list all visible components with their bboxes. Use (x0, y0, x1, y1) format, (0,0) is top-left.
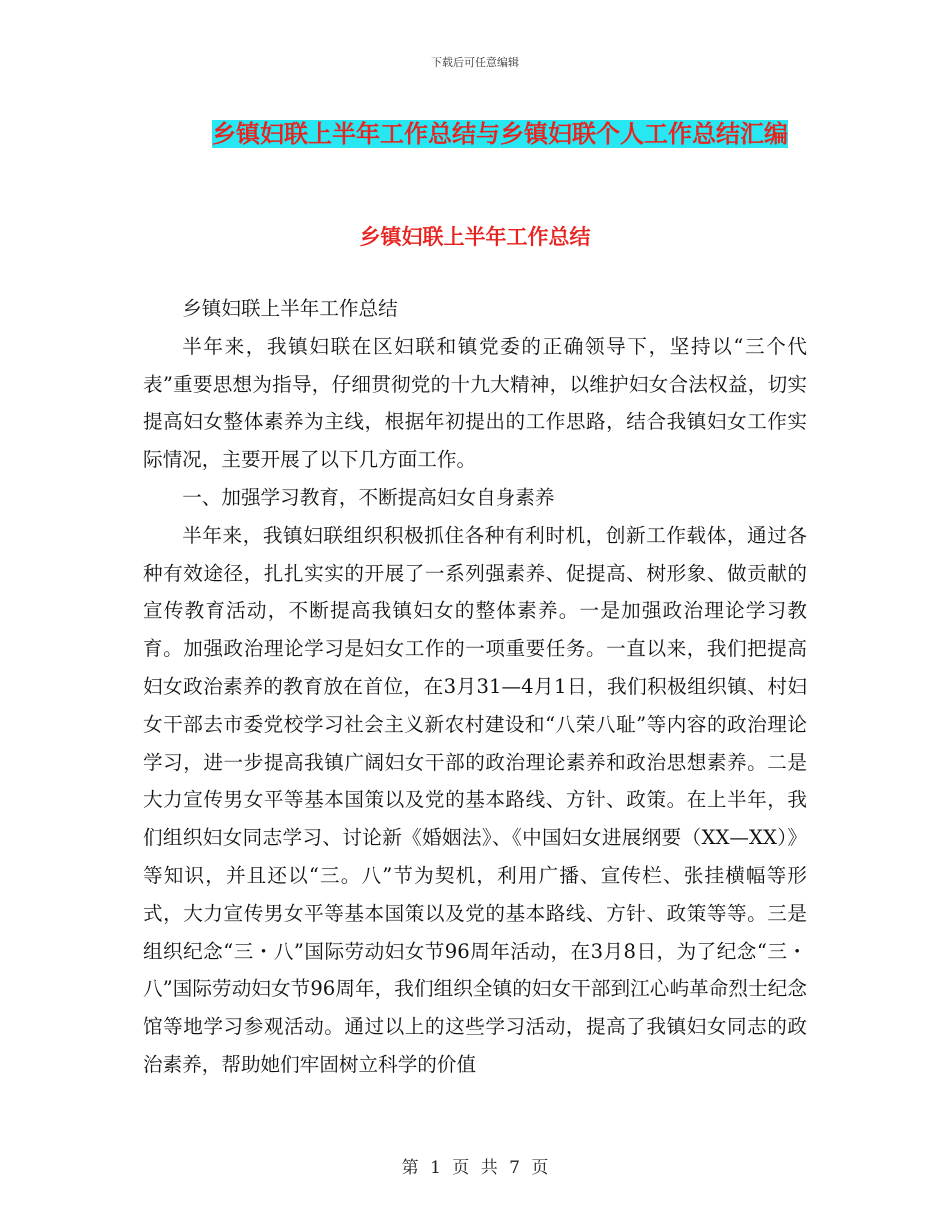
document-title (150, 111, 850, 157)
paragraph-intro: 半年来，我镇妇联在区妇联和镇党委的正确领导下，坚持以“三个代表”重要思想为指导，仔细贯彻党的十九大精神，以维护妇女合法权益，切实提高妇女整体素养为主线，根据年初提出的工作思路，结合我镇妇女工作实际情况，主要开展了以下几方面工作。 (143, 334, 807, 472)
section-title: 乡镇妇联上半年工作总结 (359, 225, 591, 249)
document-body (143, 290, 807, 1084)
paragraph-main: 半年来，我镇妇联组织积极抓住各种有利时机，创新工作载体，通过各种有效途径，扎扎实实的开展了一系列强素养、促提高、树形象、做贡献的宣传教育活动，不断提高我镇妇女的整体素养。一是加强政治理论学习教育。加强政治理论学习是妇女工作的一项重要任务。一直以来，我们把提高妇女政治素养的教育放在首位，在3月31—4月1日，我们积极组织镇、村妇女干部去市委党校学习社会主义新农村建设和“八荣八耻”等内容的政治理论学习，进一步提高我镇广阔妇女干部的政治理论素养和政治思想素养。二是大力宣传男女平等基本国策以及党的基本路线、方针、政策。在上半年，我们组织妇女同志学习、讨论新《婚姻法》、《中国妇女进展纲要（XX—XX）》等知识，并且还以“三。八”节为契机，利用广播、宣传栏、张挂横幅等形式，大力宣传男女平等基本国策以及党的基本路线、方针、政策等等。三是组织纪念“三・八”国际劳动妇女节96周年活动，在3月8日，为了纪念“三・八”国际劳动妇女节96周年，我们组织全镇的妇女干部到江心屿革命烈士纪念馆等地学习参观活动。通过以上的这些学习活动，提高了我镇妇女同志的政治素养，帮助她们牢固树立科学的价值 (143, 523, 807, 1076)
header-note: 下载后可任意编辑 (431, 56, 519, 69)
paragraph-heading-one: 一、加强学习教育，不断提高妇女自身素养 (182, 485, 555, 509)
paragraph-subtitle: 乡镇妇联上半年工作总结 (182, 297, 398, 320)
page-footer: 第 1 页 共 7 页 (401, 1158, 549, 1178)
document-title-text: 乡镇妇联上半年工作总结与乡镇妇联个人工作总结汇编 (212, 120, 788, 148)
